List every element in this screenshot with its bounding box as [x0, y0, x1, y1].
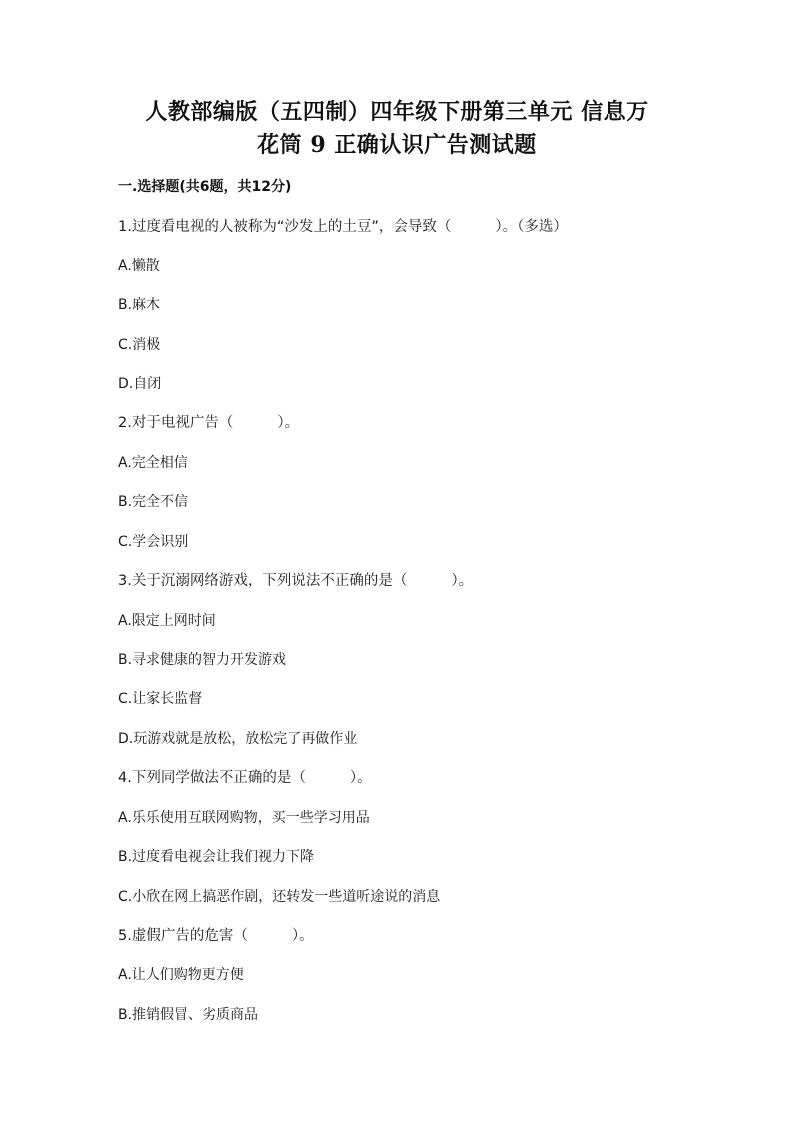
question-stem-start: 关于沉溺网络游戏，下列说法不正确的是（ [131, 573, 408, 589]
question-3 [118, 571, 473, 591]
option-4b: B.过度看电视会让我们视力下降 [118, 849, 315, 865]
option-5a: A.让人们购物更方便 [118, 967, 244, 983]
option-1d: D.自闭 [118, 376, 162, 392]
option-1c: C.消极 [118, 337, 161, 353]
option-1b: B.麻木 [118, 297, 161, 313]
question-1 [118, 217, 568, 237]
option-2a: A.完全相信 [118, 455, 188, 471]
question-number: 2. [118, 415, 132, 431]
document-title-line-1: 人教部编版（五四制）四年级下册第三单元 信息万 [145, 99, 649, 125]
option-1a: A.懒散 [118, 258, 160, 274]
question-stem-end: ）。（多选） [495, 219, 568, 235]
question-stem-start: 对于电视广告（ [131, 415, 234, 431]
document-title-line-2: 花筒 9 正确认识广告测试题 [257, 132, 537, 158]
option-4a: A.乐乐使用互联网购物，买一些学习用品 [118, 810, 370, 826]
option-5b: B.推销假冒、劣质商品 [118, 1007, 259, 1023]
question-stem-end: ）。 [277, 415, 300, 431]
question-stem-start: 虚假广告的危害（ [131, 928, 248, 944]
option-2b: B.完全不信 [118, 494, 189, 510]
option-3d: D.玩游戏就是放松，放松完了再做作业 [118, 731, 358, 747]
question-stem-start: 过度看电视的人被称为“沙发上的土豆”，会导致（ [131, 219, 452, 235]
question-stem-end: ）。 [451, 573, 474, 589]
option-3c: C.让家长监督 [118, 691, 203, 707]
section-heading: 一.选择题(共6题，共12分) [118, 179, 292, 195]
option-2c: C.学会识别 [118, 534, 189, 550]
question-stem-start: 下列同学做法不正确的是（ [131, 770, 306, 786]
question-2 [118, 413, 299, 433]
question-number: 4. [118, 770, 132, 786]
question-5 [118, 926, 314, 946]
option-3b: B.寻求健康的智力开发游戏 [118, 652, 287, 668]
question-stem-end: ）。 [291, 928, 314, 944]
question-number: 1. [118, 219, 132, 235]
question-number: 5. [118, 928, 132, 944]
question-stem-end: ）。 [349, 770, 372, 786]
option-4c: C.小欣在网上搞恶作剧，还转发一些道听途说的消息 [118, 889, 441, 905]
question-number: 3. [118, 573, 132, 589]
question-4 [118, 768, 372, 788]
option-3a: A.限定上网时间 [118, 613, 216, 629]
